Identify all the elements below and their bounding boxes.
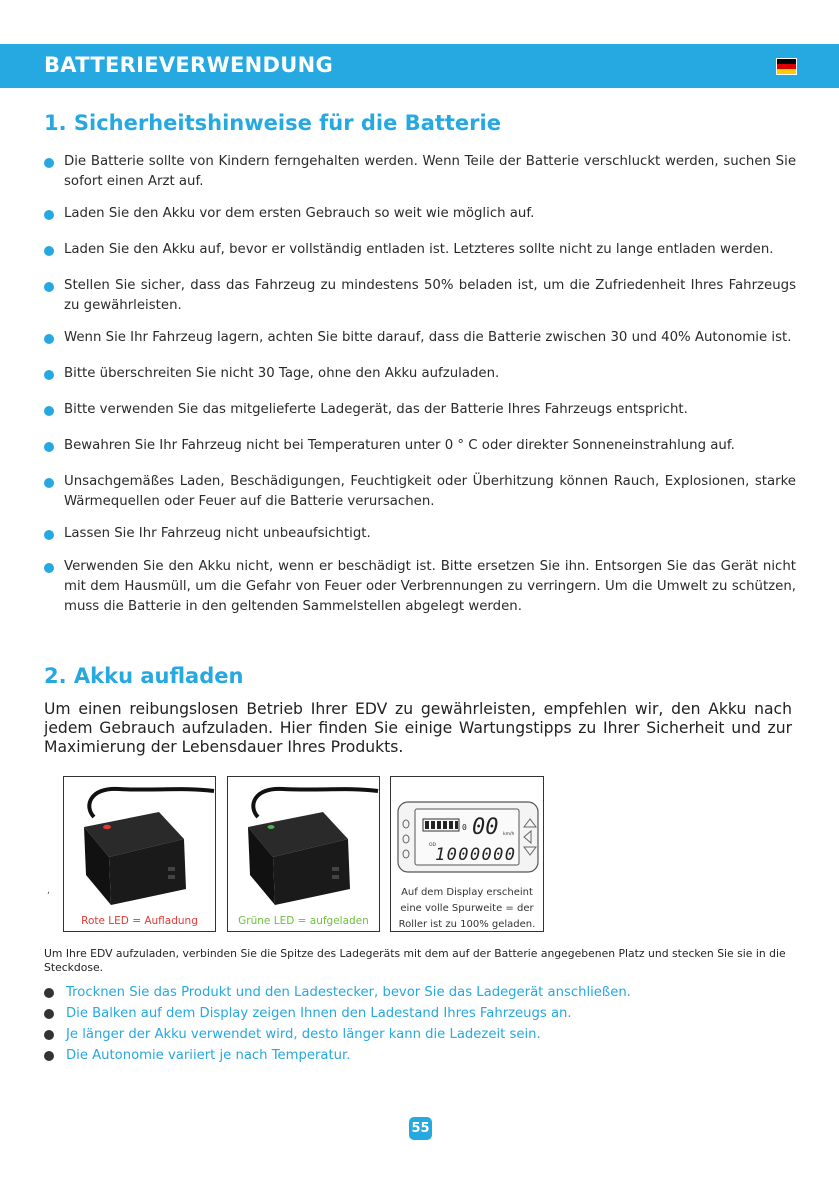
bullet-icon	[44, 1051, 54, 1061]
charger-red-illustration	[64, 777, 215, 907]
list-item: Die Balken auf dem Display zeigen Ihnen den Ladestand Ihres Fahrzeugs an.	[44, 1003, 631, 1024]
bullet-icon	[44, 370, 54, 380]
list-item: Stellen Sie sicher, dass das Fahrzeug zu mindestens 50% beladen ist, um die Zufriedenheit Ihres Fahrzeugs zu gewährleisten.	[44, 276, 796, 316]
charger-green-caption: Grüne LED = aufgeladen	[238, 915, 369, 927]
bullet-icon	[44, 442, 54, 452]
bullet-icon	[44, 530, 54, 540]
page-header	[0, 44, 839, 88]
bullet-icon	[44, 282, 54, 292]
page-number: 55	[409, 1117, 432, 1140]
list-item: Bewahren Sie Ihr Fahrzeug nicht bei Temperaturen unter 0 ° C oder direkter Sonneneinstrahlung auf.	[44, 436, 796, 456]
display-speed: 00	[472, 815, 499, 840]
bullet-icon	[44, 406, 54, 416]
bullet-icon	[44, 1009, 54, 1019]
list-item: Je länger der Akku verwendet wird, desto länger kann die Ladezeit sein.	[44, 1024, 631, 1045]
list-item: Verwenden Sie den Akku nicht, wenn er beschädigt ist. Bitte ersetzen Sie ihn. Entsorgen Sie das Gerät nicht mit dem Hausmüll, um die Gefahr von Feuer oder Verbrennungen zu verringern. Um die Umwelt zu schützen, muss die Batterie in den geltenden Sammelstellen abgelegt werden.	[44, 557, 796, 617]
bullet-icon	[44, 988, 54, 998]
list-item: Die Batterie sollte von Kindern ferngehalten werden. Wenn Teile der Batterie verschluckt werden, suchen Sie sofort einen Arzt auf.	[44, 152, 796, 192]
list-item: Wenn Sie Ihr Fahrzeug lagern, achten Sie bitte darauf, dass die Batterie zwischen 30 und 40% Autonomie ist.	[44, 328, 796, 348]
section-1-title: 1. Sicherheitshinweise für die Batterie	[44, 111, 501, 135]
display-odometer: 1000000	[435, 845, 515, 865]
bullet-icon	[44, 158, 54, 168]
section-2-title: 2. Akku aufladen	[44, 664, 244, 688]
header-title: BATTERIEVERWENDUNG	[44, 53, 333, 77]
germany-flag-icon	[776, 58, 797, 75]
display-caption: Auf dem Display erscheint eine volle Spurweite = der Roller ist zu 100% geladen.	[398, 887, 536, 930]
display-image	[390, 776, 544, 932]
display-odo-label: OD	[429, 843, 437, 848]
display-small-digit: 0	[462, 823, 467, 832]
lcd-display-illustration	[391, 777, 543, 881]
charger-green-illustration	[228, 777, 379, 907]
list-item: Unsachgemäßes Laden, Beschädigungen, Feuchtigkeit oder Überhitzung können Rauch, Explosionen, starke Wärmequellen oder Feuer auf die Batterie verursachen.	[44, 472, 796, 512]
charger-red-caption: Rote LED = Aufladung	[81, 915, 198, 927]
bullet-icon	[44, 210, 54, 220]
list-item: Bitte überschreiten Sie nicht 30 Tage, ohne den Akku aufzuladen.	[44, 364, 796, 384]
bullet-icon	[44, 246, 54, 256]
charger-red-led-image	[63, 776, 216, 932]
bullet-icon	[44, 1030, 54, 1040]
display-unit: km/h	[503, 832, 515, 837]
charging-tips-list	[44, 982, 631, 1066]
section-2-intro: Um einen reibungslosen Betrieb Ihrer EDV zu gewährleisten, empfehlen wir, den Akku nach jedem Gebrauch aufzuladen. Hier finden Sie einige Wartungstipps zu Ihrer Sicherheit und zur Maximierung der Lebensdauer Ihres Produkts.	[44, 700, 792, 756]
list-item: Die Autonomie variiert je nach Temperatur.	[44, 1045, 631, 1066]
stray-mark: ,	[47, 886, 50, 896]
bullet-icon	[44, 478, 54, 488]
bullet-icon	[44, 563, 54, 573]
safety-list	[44, 152, 796, 617]
list-item: Laden Sie den Akku vor dem ersten Gebrauch so weit wie möglich auf.	[44, 204, 796, 224]
list-item: Lassen Sie Ihr Fahrzeug nicht unbeaufsichtigt.	[44, 524, 796, 544]
charging-instructions: Um Ihre EDV aufzuladen, verbinden Sie die Spitze des Ladegeräts mit dem auf der Batterie angegebenen Platz und stecken Sie sie in die Steckdose.	[44, 947, 786, 974]
bullet-icon	[44, 334, 54, 344]
list-item: Laden Sie den Akku auf, bevor er vollständig entladen ist. Letzteres sollte nicht zu lange entladen werden.	[44, 240, 796, 260]
charger-green-led-image	[227, 776, 380, 932]
list-item: Bitte verwenden Sie das mitgelieferte Ladegerät, das der Batterie Ihres Fahrzeugs entspricht.	[44, 400, 796, 420]
list-item: Trocknen Sie das Produkt und den Ladestecker, bevor Sie das Ladegerät anschließen.	[44, 982, 631, 1003]
